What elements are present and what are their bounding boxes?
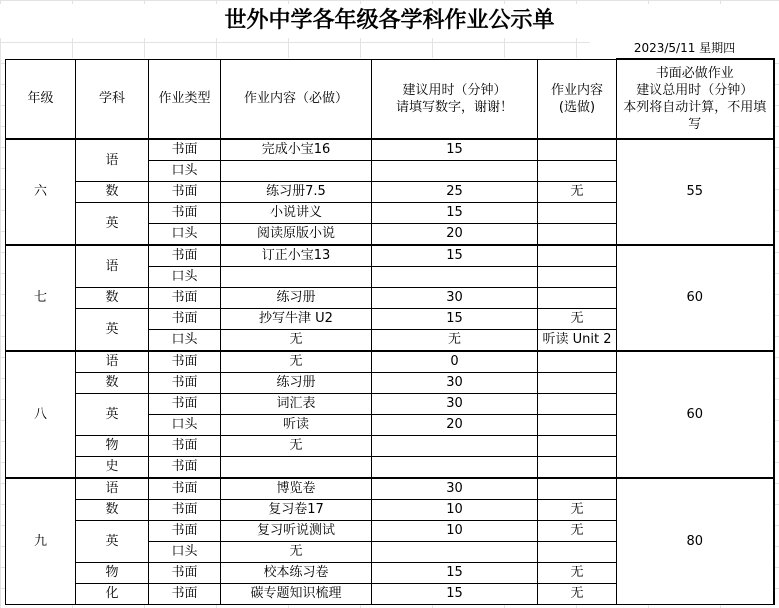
sheet-title: 世外中学各年级各学科作业公示单	[0, 4, 779, 38]
time-cell[interactable]: 30	[372, 373, 538, 394]
time-cell[interactable]: 20	[372, 224, 538, 246]
subject-cell[interactable]: 化	[76, 584, 149, 605]
table-row	[6, 351, 774, 373]
time-cell[interactable]	[372, 457, 538, 479]
header-row	[6, 59, 774, 139]
subject-cell[interactable]: 数	[76, 288, 149, 309]
type-cell[interactable]: 书面	[149, 309, 221, 330]
time-cell[interactable]: 10	[372, 521, 538, 542]
content-cell[interactable]	[221, 161, 372, 182]
subject-cell[interactable]: 语	[76, 478, 149, 500]
type-cell[interactable]: 口头	[149, 415, 221, 436]
optional-cell[interactable]	[538, 457, 617, 479]
optional-cell[interactable]	[538, 373, 617, 394]
optional-cell[interactable]	[538, 542, 617, 563]
header-subject[interactable]	[76, 59, 149, 139]
header-time[interactable]	[372, 59, 538, 139]
type-cell[interactable]: 书面	[149, 500, 221, 521]
type-cell[interactable]: 书面	[149, 563, 221, 584]
subject-cell[interactable]: 数	[76, 182, 149, 203]
content-cell[interactable]: 完成小宝16	[221, 139, 372, 161]
type-cell[interactable]: 书面	[149, 394, 221, 415]
content-cell[interactable]	[221, 267, 372, 288]
optional-cell[interactable]	[538, 436, 617, 457]
subject-cell[interactable]: 英	[76, 203, 149, 246]
type-cell[interactable]: 书面	[149, 203, 221, 224]
header-content[interactable]	[221, 59, 372, 139]
header-type-label: 作业类型	[158, 91, 211, 107]
optional-cell[interactable]: 无	[538, 309, 617, 330]
type-cell[interactable]: 书面	[149, 373, 221, 394]
optional-cell[interactable]	[538, 415, 617, 436]
content-cell[interactable]: 听读	[221, 415, 372, 436]
time-cell[interactable]: 10	[372, 500, 538, 521]
header-subject-label: 学科	[98, 91, 125, 107]
optional-cell[interactable]: 无	[538, 182, 617, 203]
optional-cell[interactable]	[538, 288, 617, 309]
table-row	[6, 478, 774, 500]
time-cell[interactable]: 无	[372, 330, 538, 352]
type-cell[interactable]: 书面	[149, 584, 221, 605]
content-cell[interactable]	[221, 457, 372, 479]
time-cell[interactable]	[372, 436, 538, 457]
header-optional-line2: (选做)	[558, 99, 596, 115]
time-cell[interactable]: 15	[372, 139, 538, 161]
total-time-cell[interactable]: 60	[617, 245, 774, 351]
time-cell[interactable]: 25	[372, 182, 538, 203]
homework-table	[5, 58, 775, 605]
total-time-cell[interactable]: 55	[617, 139, 774, 245]
subject-cell[interactable]: 史	[76, 457, 149, 479]
optional-cell[interactable]	[538, 139, 617, 161]
content-cell[interactable]: 无	[221, 542, 372, 563]
content-cell[interactable]: 碳专题知识梳理	[221, 584, 372, 605]
type-cell[interactable]: 书面	[149, 436, 221, 457]
time-cell[interactable]: 15	[372, 309, 538, 330]
content-cell[interactable]: 阅读原版小说	[221, 224, 372, 246]
optional-cell[interactable]	[538, 245, 617, 267]
total-time-cell[interactable]: 80	[617, 478, 774, 605]
content-cell[interactable]: 词汇表	[221, 394, 372, 415]
grade-cell[interactable]: 八	[6, 351, 76, 478]
time-cell[interactable]: 0	[372, 351, 538, 373]
type-cell[interactable]: 口头	[149, 267, 221, 288]
optional-cell[interactable]: 听读 Unit 2	[538, 330, 617, 352]
type-cell[interactable]: 口头	[149, 161, 221, 182]
content-cell[interactable]: 复习卷17	[221, 500, 372, 521]
time-cell[interactable]: 15	[372, 203, 538, 224]
header-total-line3: 本列将自动计算，不用填写	[623, 100, 767, 132]
type-cell[interactable]: 书面	[149, 245, 221, 267]
type-cell[interactable]: 书面	[149, 521, 221, 542]
header-time-line2: 请填写数字，谢谢！	[395, 99, 513, 115]
optional-cell[interactable]	[538, 161, 617, 182]
optional-cell[interactable]	[538, 224, 617, 246]
subject-cell[interactable]: 英	[76, 394, 149, 436]
type-cell[interactable]: 书面	[149, 478, 221, 500]
content-cell[interactable]: 抄写牛津 U2	[221, 309, 372, 330]
type-cell[interactable]: 书面	[149, 139, 221, 161]
header-grade-label: 年级	[27, 91, 54, 107]
subject-cell[interactable]: 数	[76, 373, 149, 394]
optional-cell[interactable]: 无	[538, 521, 617, 542]
content-cell[interactable]: 无	[221, 436, 372, 457]
subject-cell[interactable]: 物	[76, 563, 149, 584]
grade-cell[interactable]: 九	[6, 478, 76, 605]
type-cell[interactable]: 书面	[149, 351, 221, 373]
type-cell[interactable]: 书面	[149, 457, 221, 479]
optional-cell[interactable]	[538, 203, 617, 224]
optional-cell[interactable]	[538, 394, 617, 415]
content-cell[interactable]: 无	[221, 351, 372, 373]
optional-cell[interactable]: 无	[538, 584, 617, 605]
total-time-cell[interactable]: 60	[617, 351, 774, 478]
grade-cell[interactable]: 六	[6, 139, 76, 245]
header-total[interactable]	[617, 59, 774, 139]
header-grade[interactable]	[6, 59, 76, 139]
content-cell[interactable]: 复习听说测试	[221, 521, 372, 542]
optional-cell[interactable]	[538, 478, 617, 500]
header-time-line1: 建议用时（分钟）	[402, 82, 507, 98]
content-cell[interactable]: 订正小宝13	[221, 245, 372, 267]
optional-cell[interactable]: 无	[538, 500, 617, 521]
date-cell[interactable]: 2023/5/11 星期四	[590, 38, 779, 58]
type-cell[interactable]: 口头	[149, 330, 221, 352]
header-total-line1: 书面必做作业	[655, 66, 734, 81]
type-cell[interactable]: 书面	[149, 288, 221, 309]
header-optional-line1: 作业内容	[550, 82, 603, 98]
time-cell[interactable]: 15	[372, 245, 538, 267]
header-type[interactable]	[149, 59, 221, 139]
time-cell[interactable]	[372, 267, 538, 288]
header-total-line2: 建议总用时（分钟）	[636, 83, 754, 98]
type-cell[interactable]: 口头	[149, 224, 221, 246]
type-cell[interactable]: 书面	[149, 182, 221, 203]
time-cell[interactable]: 15	[372, 563, 538, 584]
optional-cell[interactable]	[538, 267, 617, 288]
type-cell[interactable]: 口头	[149, 542, 221, 563]
time-cell[interactable]: 30	[372, 288, 538, 309]
table-row	[6, 245, 774, 267]
time-cell[interactable]: 30	[372, 478, 538, 500]
content-cell[interactable]: 练习册	[221, 373, 372, 394]
table-row	[6, 139, 774, 161]
subject-cell[interactable]: 物	[76, 436, 149, 457]
grade-cell[interactable]: 七	[6, 245, 76, 351]
optional-cell[interactable]	[538, 351, 617, 373]
optional-cell[interactable]: 无	[538, 563, 617, 584]
subject-cell[interactable]: 语	[76, 351, 149, 373]
time-cell[interactable]	[372, 161, 538, 182]
subject-cell[interactable]: 英	[76, 309, 149, 352]
header-optional[interactable]	[538, 59, 617, 139]
subject-cell[interactable]: 语	[76, 245, 149, 288]
subject-cell[interactable]: 英	[76, 521, 149, 563]
content-cell[interactable]: 博览卷	[221, 478, 372, 500]
content-cell[interactable]: 无	[221, 330, 372, 352]
time-cell[interactable]	[372, 542, 538, 563]
content-cell[interactable]: 练习册7.5	[221, 182, 372, 203]
subject-cell[interactable]: 语	[76, 139, 149, 182]
time-cell[interactable]: 15	[372, 584, 538, 605]
time-cell[interactable]: 30	[372, 394, 538, 415]
time-cell[interactable]: 20	[372, 415, 538, 436]
content-cell[interactable]: 练习册	[221, 288, 372, 309]
content-cell[interactable]: 小说讲义	[221, 203, 372, 224]
header-content-label: 作业内容（必做）	[243, 91, 348, 107]
subject-cell[interactable]: 数	[76, 500, 149, 521]
content-cell[interactable]: 校本练习卷	[221, 563, 372, 584]
